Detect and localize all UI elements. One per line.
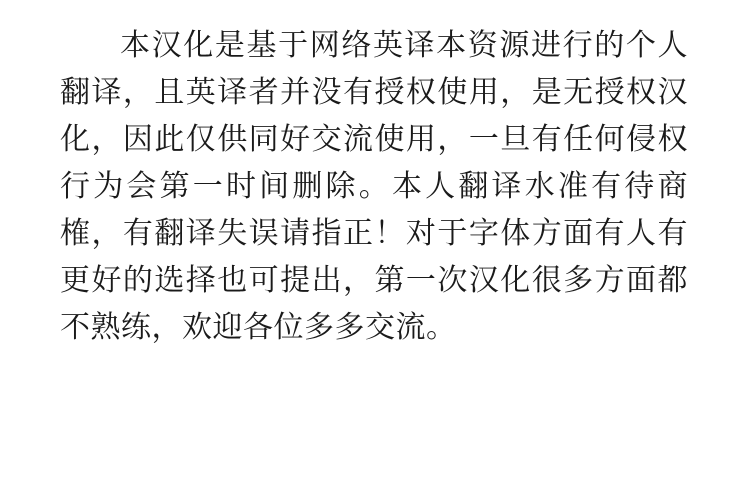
translation-notice — [60, 22, 688, 351]
notice-paragraph-text: 本汉化是基于网络英译本资源进行的个人翻译，且英译者并没有授权使用，是无授权汉化，因此仅供同好交流使用，一旦有任何侵权行为会第一时间删除。本人翻译水准有待商榷，有翻译失误请指正！对于字体方面有人有更好的选择也可提出，第一次汉化很多方面都不熟练，欢迎各位多多交流。 — [60, 29, 688, 344]
